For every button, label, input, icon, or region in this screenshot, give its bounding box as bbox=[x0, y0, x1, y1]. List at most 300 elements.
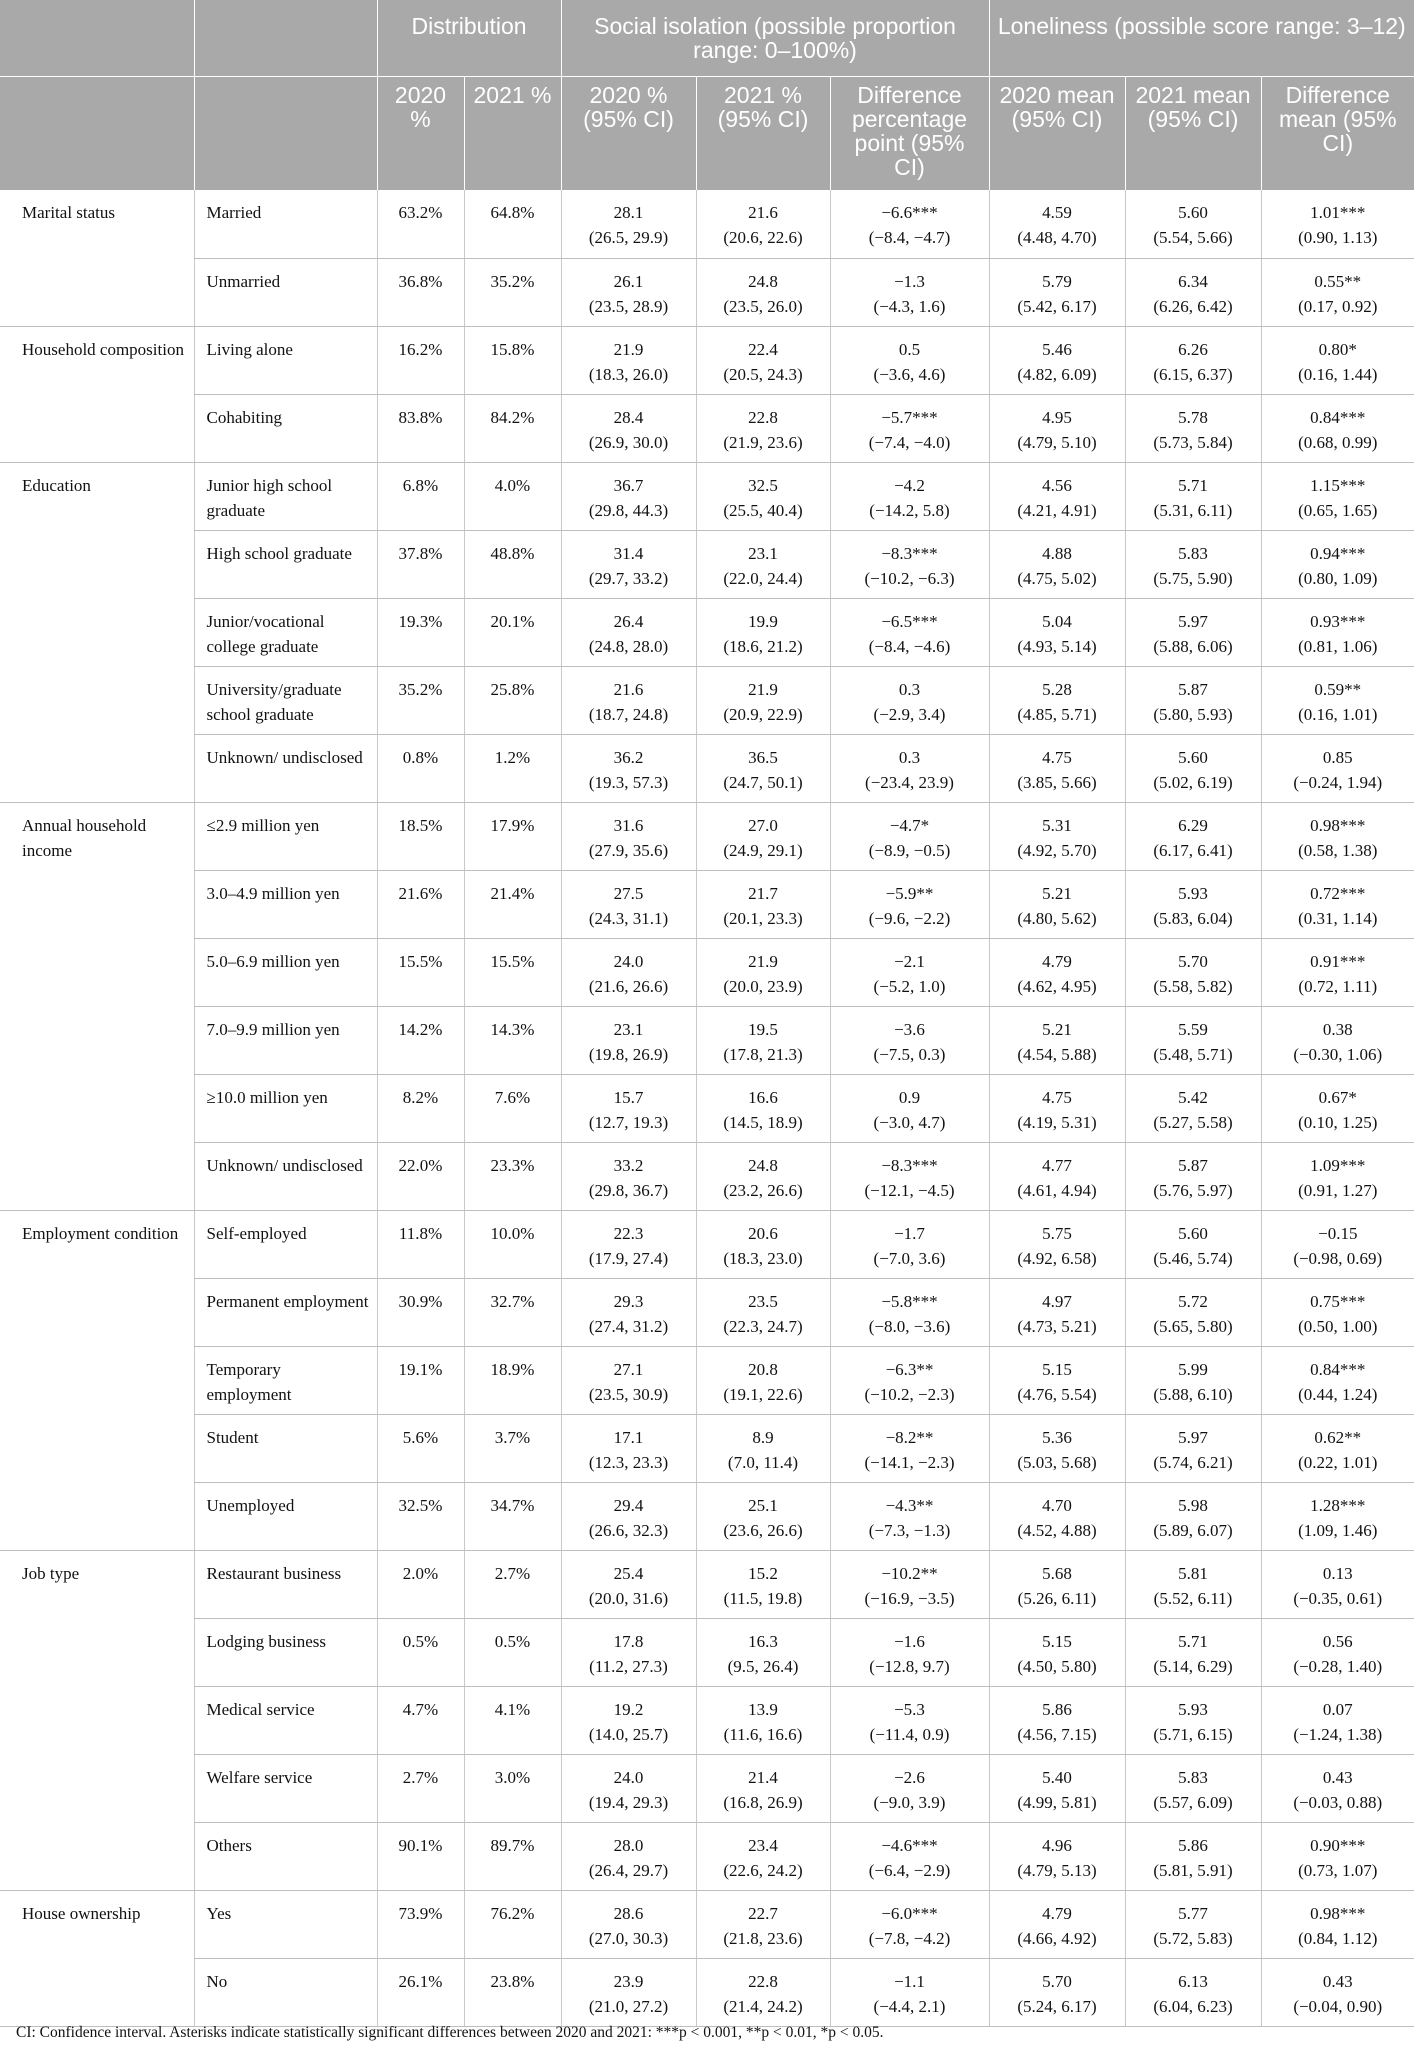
si-2020-cell-value: 27.5 bbox=[613, 883, 644, 903]
si-2021-cell bbox=[696, 462, 830, 530]
lo-2020-cell-ci: (4.82, 6.09) bbox=[1017, 364, 1097, 384]
lo-2021-cell-value: 6.26 bbox=[1178, 339, 1208, 359]
lo-difference-cell-ci: (0.31, 1.14) bbox=[1298, 908, 1378, 928]
lo-difference-cell bbox=[1261, 598, 1414, 666]
si-2020-cell bbox=[561, 1822, 696, 1890]
lo-2021-cell-value: 6.13 bbox=[1178, 1971, 1208, 1991]
lo-2021-cell-ci: (5.52, 6.11) bbox=[1153, 1588, 1233, 1608]
lo-2021-cell-ci: (5.46, 5.74) bbox=[1153, 1248, 1233, 1268]
lo-2021-cell-value: 5.72 bbox=[1178, 1291, 1208, 1311]
table-row bbox=[0, 1414, 1414, 1482]
row-label: Cohabiting bbox=[194, 394, 377, 462]
si-2020-cell bbox=[561, 394, 696, 462]
si-2021-cell bbox=[696, 1890, 830, 1958]
dist-2021-cell: 18.9% bbox=[464, 1346, 561, 1414]
lo-2020-cell-ci: (4.56, 7.15) bbox=[1017, 1724, 1097, 1744]
si-2021-cell-value: 24.8 bbox=[748, 271, 778, 291]
lo-2021-cell-value: 6.29 bbox=[1178, 815, 1208, 835]
si-difference-cell-value: −6.0*** bbox=[881, 1903, 938, 1923]
lo-2021-cell-value: 5.81 bbox=[1178, 1563, 1208, 1583]
dist-2020-cell: 11.8% bbox=[377, 1210, 464, 1278]
table-row bbox=[0, 462, 1414, 530]
si-difference-cell bbox=[830, 1618, 989, 1686]
dist-2020-cell: 4.7% bbox=[377, 1686, 464, 1754]
group-label bbox=[0, 870, 194, 938]
si-2021-cell bbox=[696, 1142, 830, 1210]
lo-difference-cell-ci: (0.44, 1.24) bbox=[1298, 1384, 1378, 1404]
dist-2020-cell: 5.6% bbox=[377, 1414, 464, 1482]
lo-2020-cell-value: 5.15 bbox=[1042, 1631, 1072, 1651]
lo-difference-cell bbox=[1261, 530, 1414, 598]
si-2021-cell bbox=[696, 326, 830, 394]
lo-2020-cell-value: 4.59 bbox=[1042, 203, 1072, 222]
si-2021-cell bbox=[696, 1346, 830, 1414]
lo-2020-cell-ci: (4.52, 4.88) bbox=[1017, 1520, 1097, 1540]
si-2020-cell-ci: (12.3, 23.3) bbox=[588, 1452, 669, 1472]
si-difference-cell bbox=[830, 1482, 989, 1550]
lo-difference-cell-value: 0.62** bbox=[1314, 1427, 1362, 1447]
lo-2021-cell bbox=[1125, 1822, 1261, 1890]
group-label: Education bbox=[22, 475, 91, 495]
dist-2020-cell: 2.0% bbox=[377, 1550, 464, 1618]
si-2020-cell-ci: (24.3, 31.1) bbox=[588, 908, 669, 928]
lo-2021-cell-ci: (6.26, 6.42) bbox=[1153, 296, 1233, 316]
si-2021-cell bbox=[696, 394, 830, 462]
row-label: ≤2.9 million yen bbox=[194, 802, 377, 870]
si-difference-cell bbox=[830, 1278, 989, 1346]
lo-2020-cell bbox=[989, 1550, 1125, 1618]
header-empty-2 bbox=[194, 0, 377, 76]
row-label: 5.0–6.9 million yen bbox=[194, 938, 377, 1006]
lo-difference-cell-ci: (0.84, 1.12) bbox=[1298, 1928, 1378, 1948]
si-2020-cell-ci: (18.7, 24.8) bbox=[588, 704, 669, 724]
row-label: Lodging business bbox=[194, 1618, 377, 1686]
lo-difference-cell bbox=[1261, 1618, 1414, 1686]
header-si-2020: 2020 % (95% CI) bbox=[561, 76, 696, 190]
lo-2020-cell-value: 4.75 bbox=[1042, 1087, 1072, 1107]
si-2020-cell-value: 28.0 bbox=[613, 1835, 644, 1855]
lo-2021-cell-ci: (5.02, 6.19) bbox=[1153, 772, 1233, 792]
si-difference-cell-value: −5.7*** bbox=[881, 407, 938, 427]
si-2020-cell-value: 17.1 bbox=[613, 1427, 644, 1447]
si-2020-cell bbox=[561, 190, 696, 258]
si-2020-cell bbox=[561, 734, 696, 802]
lo-difference-cell-value: 0.84*** bbox=[1310, 1359, 1366, 1379]
row-label: Junior/vocational college graduate bbox=[194, 598, 377, 666]
si-2020-cell-ci: (19.3, 57.3) bbox=[588, 772, 669, 792]
si-2020-cell-ci: (14.0, 25.7) bbox=[588, 1724, 669, 1744]
si-2020-cell-value: 25.4 bbox=[613, 1563, 644, 1583]
lo-difference-cell-ci: (0.10, 1.25) bbox=[1298, 1112, 1378, 1132]
dist-2020-cell: 30.9% bbox=[377, 1278, 464, 1346]
lo-2021-cell-ci: (5.76, 5.97) bbox=[1153, 1180, 1233, 1200]
lo-difference-cell-ci: (−0.04, 0.90) bbox=[1293, 1996, 1383, 2016]
si-difference-cell-ci: (−8.9, −0.5) bbox=[868, 840, 951, 860]
lo-2021-cell bbox=[1125, 938, 1261, 1006]
si-2020-cell-ci: (24.8, 28.0) bbox=[588, 636, 669, 656]
lo-2021-cell-ci: (5.58, 5.82) bbox=[1153, 976, 1233, 996]
lo-2021-cell bbox=[1125, 802, 1261, 870]
lo-2021-cell-ci: (5.73, 5.84) bbox=[1153, 432, 1233, 452]
si-difference-cell-value: −8.2** bbox=[885, 1427, 934, 1447]
si-difference-cell-ci: (−3.0, 4.7) bbox=[873, 1112, 946, 1132]
lo-difference-cell-ci: (−0.24, 1.94) bbox=[1293, 772, 1383, 792]
lo-2020-cell-value: 5.31 bbox=[1042, 815, 1072, 835]
si-2021-cell-value: 23.5 bbox=[748, 1291, 778, 1311]
si-difference-cell bbox=[830, 1346, 989, 1414]
row-label: Temporary employment bbox=[194, 1346, 377, 1414]
lo-difference-cell bbox=[1261, 1822, 1414, 1890]
si-2020-cell-ci: (18.3, 26.0) bbox=[588, 364, 669, 384]
si-2021-cell-value: 32.5 bbox=[748, 475, 778, 495]
header-empty-4 bbox=[194, 76, 377, 190]
header-dist-2021: 2021 % bbox=[464, 76, 561, 190]
lo-difference-cell-ci: (0.73, 1.07) bbox=[1298, 1860, 1378, 1880]
lo-2020-cell bbox=[989, 1754, 1125, 1822]
dist-2021-cell: 35.2% bbox=[464, 258, 561, 326]
lo-2021-cell-value: 5.60 bbox=[1178, 747, 1208, 767]
lo-2021-cell-ci: (6.15, 6.37) bbox=[1153, 364, 1233, 384]
si-2021-cell-value: 21.9 bbox=[748, 679, 778, 699]
si-2021-cell-ci: (22.3, 24.7) bbox=[723, 1316, 803, 1336]
si-2021-cell-ci: (20.9, 22.9) bbox=[723, 704, 803, 724]
si-2021-cell bbox=[696, 1278, 830, 1346]
si-difference-cell-ci: (−11.4, 0.9) bbox=[869, 1724, 950, 1744]
lo-2021-cell-value: 5.98 bbox=[1178, 1495, 1208, 1515]
lo-difference-cell bbox=[1261, 1958, 1414, 2026]
lo-difference-cell bbox=[1261, 462, 1414, 530]
lo-2020-cell-value: 5.86 bbox=[1042, 1699, 1072, 1719]
lo-difference-cell-ci: (0.16, 1.01) bbox=[1298, 704, 1378, 724]
lo-2021-cell bbox=[1125, 1142, 1261, 1210]
lo-difference-cell bbox=[1261, 1890, 1414, 1958]
si-2021-cell-ci: (18.3, 23.0) bbox=[723, 1248, 803, 1268]
lo-2020-cell-ci: (4.99, 5.81) bbox=[1017, 1792, 1097, 1812]
lo-2021-cell-value: 5.59 bbox=[1178, 1019, 1208, 1039]
lo-difference-cell bbox=[1261, 1074, 1414, 1142]
lo-2020-cell bbox=[989, 1006, 1125, 1074]
group-label bbox=[0, 938, 194, 1006]
si-2020-cell bbox=[561, 1754, 696, 1822]
group-label bbox=[0, 1958, 194, 2026]
lo-2020-cell-ci: (4.79, 5.10) bbox=[1017, 432, 1097, 452]
lo-2020-cell-ci: (4.76, 5.54) bbox=[1017, 1384, 1097, 1404]
lo-2020-cell-ci: (4.50, 5.80) bbox=[1017, 1656, 1097, 1676]
lo-2020-cell bbox=[989, 1958, 1125, 2026]
group-label bbox=[0, 666, 194, 734]
lo-2020-cell-ci: (4.92, 6.58) bbox=[1017, 1248, 1097, 1268]
lo-2020-cell-value: 4.79 bbox=[1042, 951, 1072, 971]
si-2021-cell bbox=[696, 1754, 830, 1822]
lo-difference-cell bbox=[1261, 190, 1414, 258]
lo-2021-cell-value: 5.99 bbox=[1178, 1359, 1208, 1379]
lo-2020-cell-ci: (3.85, 5.66) bbox=[1017, 772, 1097, 792]
group-label bbox=[0, 1278, 194, 1346]
si-2020-cell-value: 36.2 bbox=[613, 747, 644, 767]
lo-2020-cell bbox=[989, 326, 1125, 394]
table-row bbox=[0, 1210, 1414, 1278]
lo-2021-cell bbox=[1125, 258, 1261, 326]
lo-2020-cell-value: 5.40 bbox=[1042, 1767, 1072, 1787]
lo-2020-cell-value: 5.28 bbox=[1042, 679, 1072, 699]
si-difference-cell-value: 0.3 bbox=[898, 747, 921, 767]
si-difference-cell bbox=[830, 190, 989, 258]
row-label: Restaurant business bbox=[194, 1550, 377, 1618]
si-2020-cell-value: 26.4 bbox=[613, 611, 644, 631]
dist-2020-cell: 32.5% bbox=[377, 1482, 464, 1550]
lo-2021-cell-value: 5.87 bbox=[1178, 679, 1208, 699]
lo-2021-cell-value: 5.78 bbox=[1178, 407, 1208, 427]
table-row bbox=[0, 1550, 1414, 1618]
lo-2020-cell-ci: (4.54, 5.88) bbox=[1017, 1044, 1097, 1064]
lo-2021-cell bbox=[1125, 666, 1261, 734]
lo-2020-cell bbox=[989, 1822, 1125, 1890]
si-difference-cell-ci: (−7.3, −1.3) bbox=[868, 1520, 951, 1540]
lo-difference-cell-ci: (0.68, 0.99) bbox=[1298, 432, 1378, 452]
lo-2020-cell-ci: (4.80, 5.62) bbox=[1017, 908, 1097, 928]
row-label: Self-employed bbox=[194, 1210, 377, 1278]
lo-2020-cell bbox=[989, 938, 1125, 1006]
si-2021-cell bbox=[696, 1958, 830, 2026]
lo-2020-cell bbox=[989, 190, 1125, 258]
lo-2020-cell-value: 5.21 bbox=[1042, 883, 1072, 903]
lo-2020-cell-value: 4.77 bbox=[1042, 1155, 1072, 1175]
lo-2021-cell-ci: (5.72, 5.83) bbox=[1153, 1928, 1233, 1948]
group-label bbox=[0, 1618, 194, 1686]
lo-2020-cell-value: 4.95 bbox=[1042, 407, 1072, 427]
si-difference-cell bbox=[830, 1686, 989, 1754]
lo-difference-cell-ci: (0.81, 1.06) bbox=[1298, 636, 1378, 656]
si-2020-cell bbox=[561, 870, 696, 938]
lo-2021-cell-value: 5.71 bbox=[1178, 475, 1208, 495]
lo-2021-cell bbox=[1125, 1550, 1261, 1618]
table-row bbox=[0, 1890, 1414, 1958]
lo-difference-cell bbox=[1261, 938, 1414, 1006]
lo-difference-cell-ci: (0.72, 1.11) bbox=[1298, 976, 1378, 996]
table-row bbox=[0, 1618, 1414, 1686]
si-difference-cell-value: −4.6*** bbox=[881, 1835, 938, 1855]
si-2020-cell-value: 28.1 bbox=[613, 203, 644, 222]
table-row bbox=[0, 394, 1414, 462]
si-difference-cell bbox=[830, 1414, 989, 1482]
lo-difference-cell-value: 0.90*** bbox=[1310, 1835, 1366, 1855]
si-2020-cell bbox=[561, 258, 696, 326]
table-row bbox=[0, 1142, 1414, 1210]
lo-difference-cell-ci: (1.09, 1.46) bbox=[1298, 1520, 1378, 1540]
si-2021-cell-ci: (11.6, 16.6) bbox=[723, 1724, 803, 1744]
lo-2021-cell bbox=[1125, 1074, 1261, 1142]
lo-2021-cell-value: 5.93 bbox=[1178, 1699, 1208, 1719]
lo-difference-cell-ci: (−1.24, 1.38) bbox=[1293, 1724, 1383, 1744]
lo-2020-cell bbox=[989, 1414, 1125, 1482]
si-2021-cell bbox=[696, 802, 830, 870]
si-2021-cell-value: 27.0 bbox=[748, 815, 778, 835]
si-2020-cell-value: 27.1 bbox=[613, 1359, 644, 1379]
lo-2021-cell-value: 5.70 bbox=[1178, 951, 1208, 971]
si-2020-cell-ci: (27.9, 35.6) bbox=[588, 840, 669, 860]
si-2020-cell-value: 29.3 bbox=[613, 1291, 644, 1311]
lo-2020-cell bbox=[989, 598, 1125, 666]
lo-difference-cell-ci: (0.90, 1.13) bbox=[1298, 228, 1378, 247]
row-label: University/graduate school graduate bbox=[194, 666, 377, 734]
si-2021-cell-ci: (17.8, 21.3) bbox=[723, 1044, 803, 1064]
lo-2021-cell bbox=[1125, 870, 1261, 938]
dist-2020-cell: 73.9% bbox=[377, 1890, 464, 1958]
lo-difference-cell bbox=[1261, 1414, 1414, 1482]
si-2020-cell-ci: (19.8, 26.9) bbox=[588, 1044, 669, 1064]
header-lo-2020: 2020 mean (95% CI) bbox=[989, 76, 1125, 190]
si-2021-cell-ci: (18.6, 21.2) bbox=[723, 636, 803, 656]
si-2020-cell-ci: (11.2, 27.3) bbox=[589, 1656, 668, 1676]
lo-difference-cell-value: 0.67* bbox=[1318, 1087, 1357, 1107]
lo-2020-cell-ci: (4.75, 5.02) bbox=[1017, 568, 1097, 588]
dist-2020-cell: 21.6% bbox=[377, 870, 464, 938]
lo-2020-cell-value: 4.96 bbox=[1042, 1835, 1072, 1855]
lo-2020-cell-ci: (4.48, 4.70) bbox=[1017, 228, 1097, 247]
table-row bbox=[0, 870, 1414, 938]
lo-2021-cell bbox=[1125, 1890, 1261, 1958]
si-difference-cell-ci: (−14.1, −2.3) bbox=[864, 1452, 955, 1472]
lo-difference-cell-value: 0.55** bbox=[1314, 271, 1362, 291]
si-2021-cell bbox=[696, 1074, 830, 1142]
lo-2020-cell bbox=[989, 394, 1125, 462]
si-difference-cell bbox=[830, 1210, 989, 1278]
si-difference-cell-ci: (−9.6, −2.2) bbox=[868, 908, 951, 928]
lo-difference-cell-value: 0.80* bbox=[1318, 339, 1357, 359]
si-difference-cell-value: −1.3 bbox=[894, 271, 925, 291]
lo-2020-cell-value: 5.68 bbox=[1042, 1563, 1072, 1583]
group-label bbox=[0, 530, 194, 598]
dist-2021-cell: 34.7% bbox=[464, 1482, 561, 1550]
lo-2021-cell-ci: (5.88, 6.06) bbox=[1153, 636, 1233, 656]
lo-difference-cell bbox=[1261, 394, 1414, 462]
group-label bbox=[0, 734, 194, 802]
si-2021-cell-value: 25.1 bbox=[748, 1495, 778, 1515]
lo-2020-cell bbox=[989, 1346, 1125, 1414]
row-label: Student bbox=[194, 1414, 377, 1482]
table-row bbox=[0, 1686, 1414, 1754]
si-2020-cell-value: 23.1 bbox=[613, 1019, 644, 1039]
lo-difference-cell bbox=[1261, 666, 1414, 734]
si-2021-cell-value: 13.9 bbox=[748, 1699, 778, 1719]
si-2020-cell-value: 23.9 bbox=[613, 1971, 644, 1991]
lo-difference-cell bbox=[1261, 870, 1414, 938]
dist-2021-cell: 1.2% bbox=[464, 734, 561, 802]
si-2021-cell-ci: (20.1, 23.3) bbox=[723, 908, 803, 928]
lo-2021-cell-ci: (5.74, 6.21) bbox=[1153, 1452, 1233, 1472]
si-2021-cell bbox=[696, 734, 830, 802]
si-difference-cell-value: −2.1 bbox=[894, 951, 925, 971]
lo-2021-cell-ci: (5.57, 6.09) bbox=[1153, 1792, 1233, 1812]
lo-difference-cell bbox=[1261, 326, 1414, 394]
lo-2021-cell-value: 5.87 bbox=[1178, 1155, 1208, 1175]
si-2020-cell bbox=[561, 1550, 696, 1618]
si-difference-cell-ci: (−6.4, −2.9) bbox=[868, 1860, 951, 1880]
si-difference-cell-value: 0.9 bbox=[898, 1087, 921, 1107]
lo-difference-cell-value: 0.93*** bbox=[1310, 611, 1366, 631]
si-2020-cell-value: 26.1 bbox=[613, 271, 644, 291]
group-label bbox=[0, 1074, 194, 1142]
dist-2020-cell: 2.7% bbox=[377, 1754, 464, 1822]
si-difference-cell-value: −1.7 bbox=[894, 1223, 925, 1243]
lo-2020-cell-ci: (4.85, 5.71) bbox=[1017, 704, 1097, 724]
table-row bbox=[0, 1482, 1414, 1550]
si-2021-cell-value: 22.8 bbox=[748, 1971, 778, 1991]
lo-difference-cell-value: 0.38 bbox=[1322, 1019, 1353, 1039]
group-label: Household composition bbox=[22, 339, 184, 359]
si-2020-cell-ci: (26.4, 29.7) bbox=[588, 1860, 669, 1880]
lo-difference-cell-value: 1.15*** bbox=[1310, 475, 1366, 495]
row-label: Welfare service bbox=[194, 1754, 377, 1822]
row-label: Unmarried bbox=[194, 258, 377, 326]
si-difference-cell-ci: (−16.9, −3.5) bbox=[864, 1588, 955, 1608]
lo-2021-cell-value: 5.60 bbox=[1178, 1223, 1208, 1243]
si-2021-cell-ci: (24.7, 50.1) bbox=[723, 772, 803, 792]
si-2020-cell-value: 29.4 bbox=[613, 1495, 644, 1515]
lo-2020-cell-ci: (4.66, 4.92) bbox=[1017, 1928, 1097, 1948]
lo-2021-cell bbox=[1125, 1346, 1261, 1414]
lo-2020-cell-value: 4.97 bbox=[1042, 1291, 1072, 1311]
lo-difference-cell-value: −0.15 bbox=[1318, 1223, 1358, 1243]
group-label: House ownership bbox=[22, 1903, 141, 1923]
si-2021-cell-value: 22.7 bbox=[748, 1903, 778, 1923]
si-2020-cell-value: 17.8 bbox=[613, 1631, 644, 1651]
si-2020-cell-value: 31.6 bbox=[613, 815, 644, 835]
lo-difference-cell-ci: (−0.30, 1.06) bbox=[1293, 1044, 1383, 1064]
group-label bbox=[0, 1686, 194, 1754]
lo-difference-cell bbox=[1261, 802, 1414, 870]
group-label bbox=[0, 1754, 194, 1822]
lo-2020-cell-ci: (4.19, 5.31) bbox=[1017, 1112, 1097, 1132]
si-2020-cell-ci: (27.4, 31.2) bbox=[588, 1316, 669, 1336]
group-label: Job type bbox=[22, 1563, 80, 1583]
header-empty-1 bbox=[0, 0, 194, 76]
si-difference-cell-ci: (−4.3, 1.6) bbox=[873, 296, 946, 316]
lo-2020-cell bbox=[989, 1142, 1125, 1210]
group-label bbox=[0, 1006, 194, 1074]
si-2021-cell bbox=[696, 1618, 830, 1686]
lo-2021-cell-value: 5.42 bbox=[1178, 1087, 1208, 1107]
si-difference-cell-value: −4.2 bbox=[894, 475, 925, 495]
lo-2020-cell bbox=[989, 1618, 1125, 1686]
lo-2020-cell bbox=[989, 1686, 1125, 1754]
header-lo-2021: 2021 mean (95% CI) bbox=[1125, 76, 1261, 190]
si-difference-cell-ci: (−12.8, 9.7) bbox=[869, 1656, 950, 1676]
lo-difference-cell bbox=[1261, 1142, 1414, 1210]
dist-2021-cell: 32.7% bbox=[464, 1278, 561, 1346]
lo-2021-cell-ci: (6.04, 6.23) bbox=[1153, 1996, 1233, 2016]
si-2021-cell bbox=[696, 1414, 830, 1482]
lo-2021-cell bbox=[1125, 462, 1261, 530]
si-2020-cell bbox=[561, 1482, 696, 1550]
si-2020-cell-value: 28.6 bbox=[613, 1903, 644, 1923]
si-2021-cell-ci: (20.5, 24.3) bbox=[723, 364, 803, 384]
lo-difference-cell bbox=[1261, 1482, 1414, 1550]
si-2021-cell-value: 23.1 bbox=[748, 543, 778, 563]
dist-2021-cell: 15.5% bbox=[464, 938, 561, 1006]
row-label: Medical service bbox=[194, 1686, 377, 1754]
si-difference-cell-value: −1.1 bbox=[894, 1971, 925, 1991]
si-2020-cell bbox=[561, 1278, 696, 1346]
lo-difference-cell-ci: (−0.35, 0.61) bbox=[1293, 1588, 1383, 1608]
si-difference-cell bbox=[830, 1754, 989, 1822]
si-2021-cell-ci: (9.5, 26.4) bbox=[727, 1656, 799, 1676]
si-difference-cell-ci: (−7.0, 3.6) bbox=[873, 1248, 946, 1268]
lo-2020-cell-ci: (5.42, 6.17) bbox=[1017, 296, 1097, 316]
si-difference-cell-ci: (−14.2, 5.8) bbox=[869, 500, 950, 520]
lo-difference-cell-value: 0.94*** bbox=[1310, 543, 1366, 563]
dist-2021-cell: 14.3% bbox=[464, 1006, 561, 1074]
